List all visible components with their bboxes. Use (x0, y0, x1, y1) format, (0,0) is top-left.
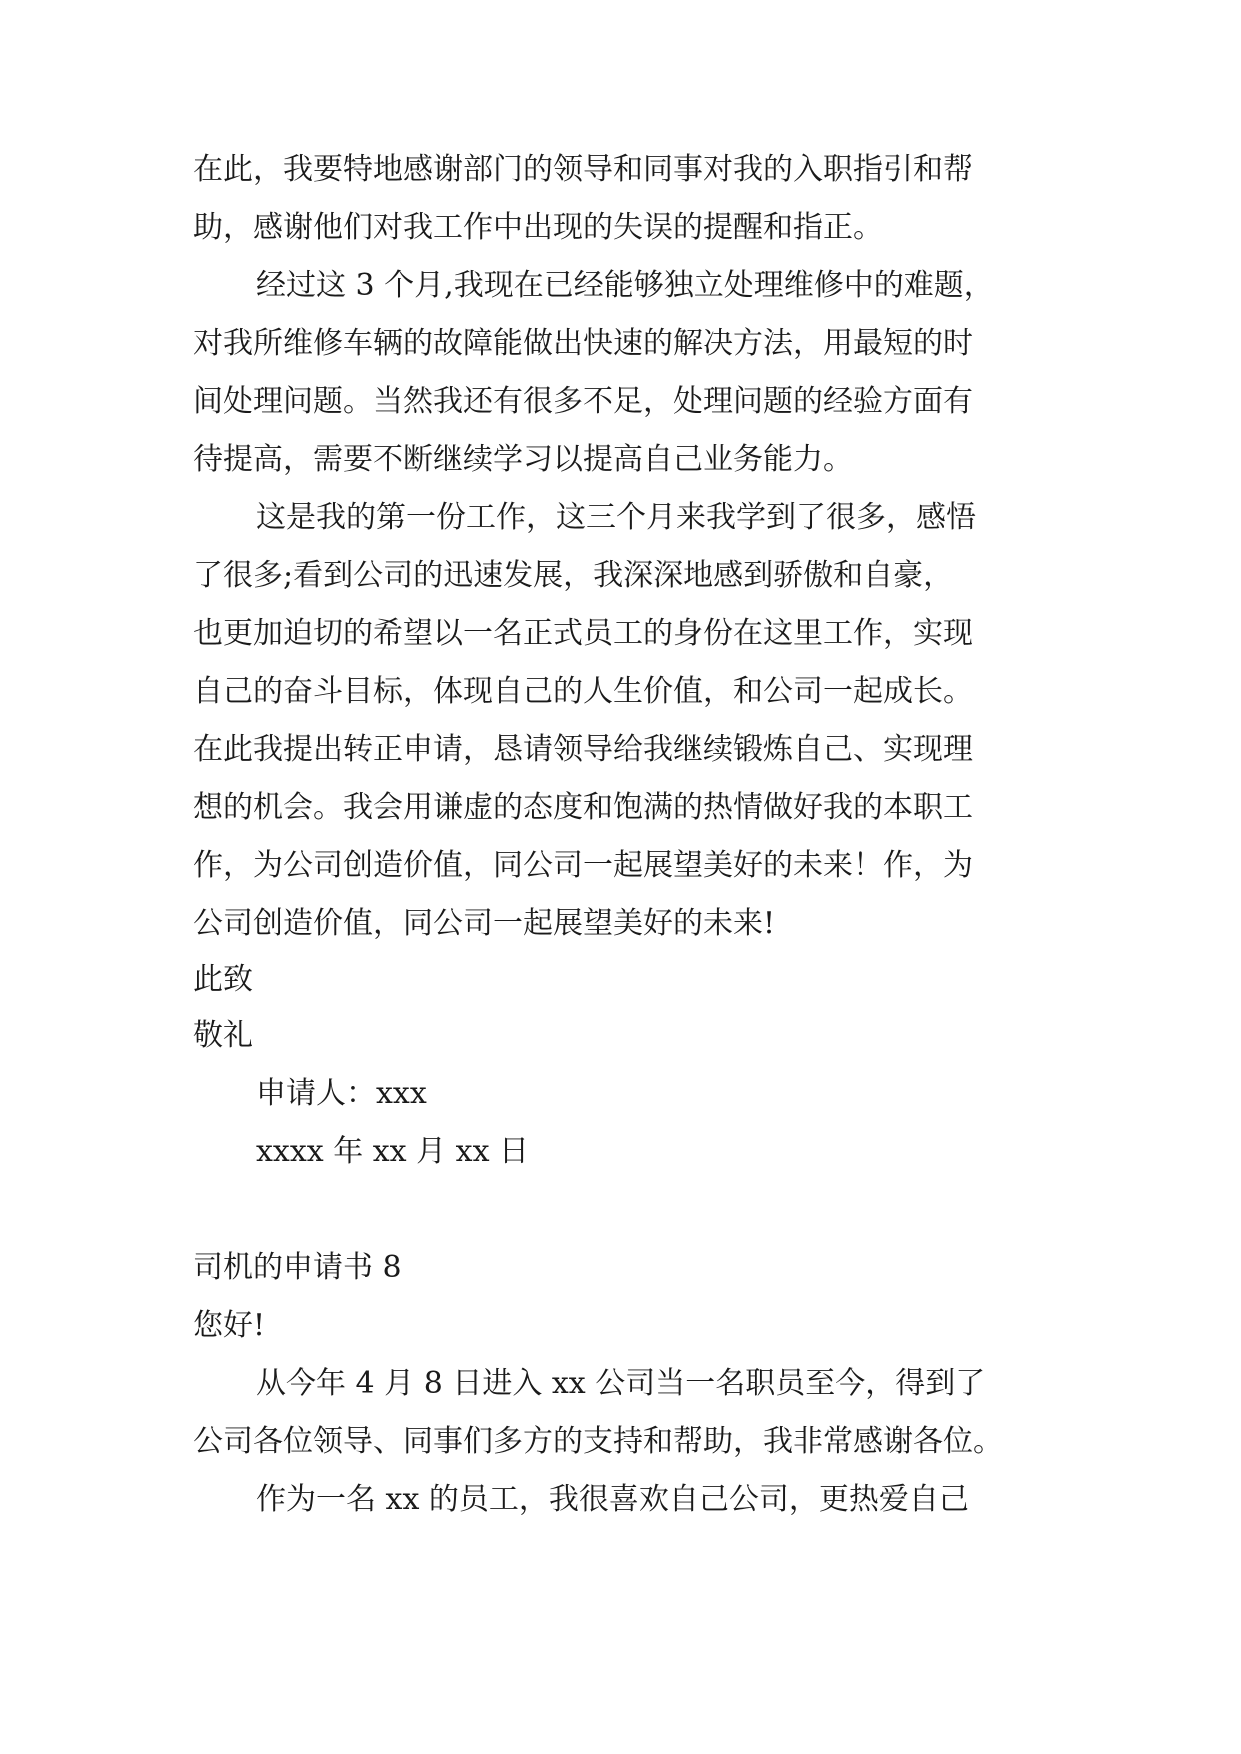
body-text-line: 作，为公司创造价值，同公司一起展望美好的未来！作，为 (193, 848, 973, 883)
body-text-line: 公司各位领导、同事们多方的支持和帮助，我非常感谢各位。 (193, 1424, 1003, 1459)
body-text-line: 间处理问题。当然我还有很多不足，处理问题的经验方面有 (193, 384, 973, 419)
closing-regards: 敬礼 (193, 1018, 253, 1053)
body-text-line: 对我所维修车辆的故障能做出快速的解决方法，用最短的时 (193, 326, 973, 361)
paragraph-first-line: 这是我的第一份工作，这三个月来我学到了很多，感悟 (256, 500, 976, 535)
greeting: 您好! (193, 1308, 266, 1343)
body-text-line: 也更加迫切的希望以一名正式员工的身份在这里工作，实现 (193, 616, 973, 651)
body-text-line: 待提高，需要不断继续学习以提高自己业务能力。 (193, 442, 853, 477)
body-text-line: 公司创造价值，同公司一起展望美好的未来! (193, 906, 776, 941)
applicant-signature: 申请人：xxx (256, 1076, 427, 1111)
paragraph-first-line: 作为一名 xx 的员工，我很喜欢自己公司，更热爱自己 (256, 1482, 969, 1517)
paragraph-first-line: 经过这 3 个月,我现在已经能够独立处理维修中的难题， (256, 268, 994, 303)
body-text-line: 了很多;看到公司的迅速发展，我深深地感到骄傲和自豪， (193, 558, 954, 593)
body-text-line: 想的机会。我会用谦虚的态度和饱满的热情做好我的本职工 (193, 790, 973, 825)
closing-salutation: 此致 (193, 962, 253, 997)
section-heading: 司机的申请书 8 (193, 1250, 402, 1285)
body-text-line: 在此，我要特地感谢部门的领导和同事对我的入职指引和帮 (193, 152, 973, 187)
paragraph-first-line: 从今年 4 月 8 日进入 xx 公司当一名职员至今，得到了 (256, 1366, 986, 1401)
body-text-line: 助，感谢他们对我工作中出现的失误的提醒和指正。 (193, 210, 883, 245)
body-text-line: 在此我提出转正申请，恳请领导给我继续锻炼自己、实现理 (193, 732, 973, 767)
signature-date: xxxx 年 xx 月 xx 日 (256, 1134, 530, 1169)
body-text-line: 自己的奋斗目标，体现自己的人生价值，和公司一起成长。 (193, 674, 973, 709)
